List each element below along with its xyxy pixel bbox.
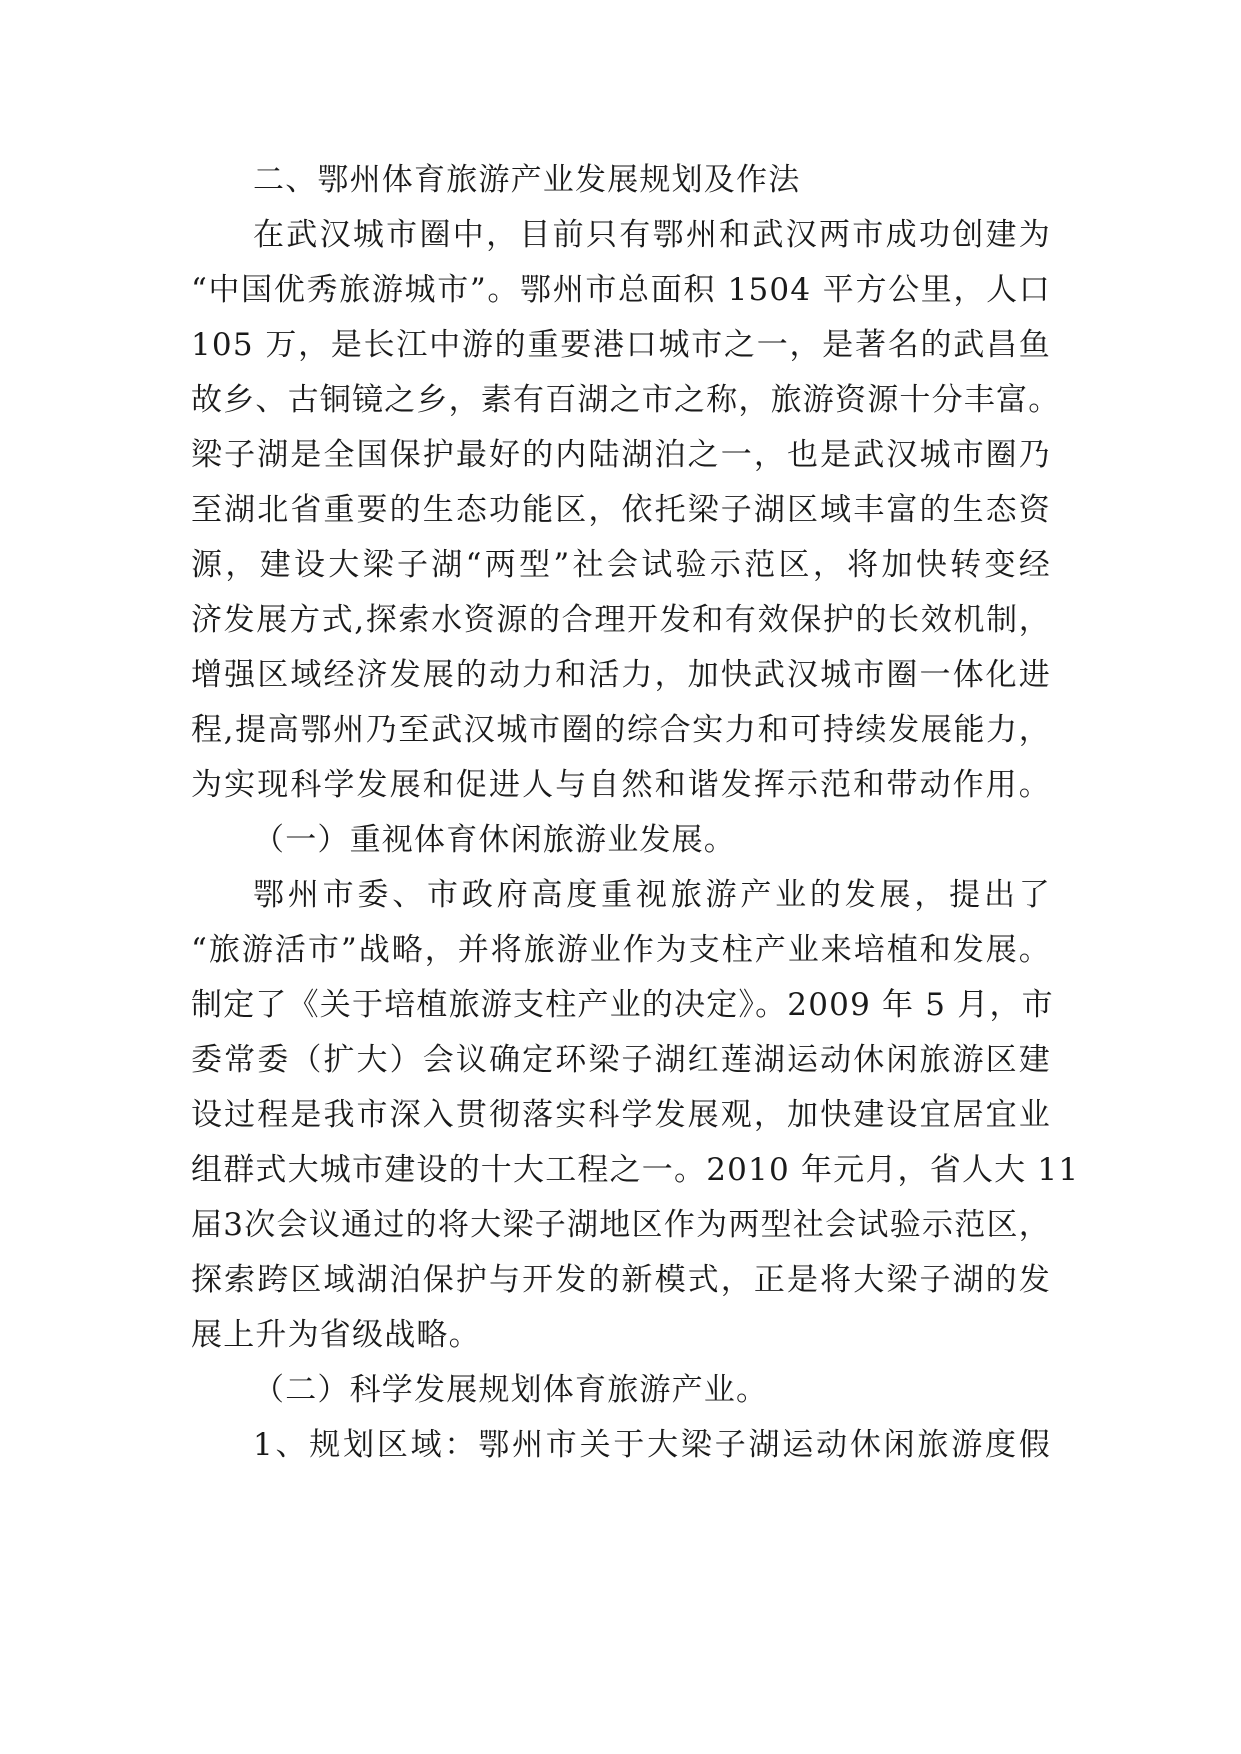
paragraph-line: 至湖北省重要的生态功能区，依托梁子湖区域丰富的生态资 bbox=[191, 492, 1051, 528]
paragraph-line: 探索跨区域湖泊保护与开发的新模式，正是将大梁子湖的发 bbox=[191, 1262, 1051, 1298]
paragraph-line: “旅游活市”战略，并将旅游业作为支柱产业来培植和发展。 bbox=[191, 932, 1051, 968]
paragraph-line: 展上升为省级战略。 bbox=[191, 1317, 481, 1353]
subsection-heading: （一）重视体育休闲旅游业发展。 bbox=[253, 822, 736, 858]
paragraph-line: 届3次会议通过的将大梁子湖地区作为两型社会试验示范区， bbox=[191, 1207, 1051, 1243]
paragraph-line: 委常委（扩大）会议确定环梁子湖红莲湖运动休闲旅游区建 bbox=[191, 1042, 1051, 1078]
paragraph-line: 在武汉城市圈中，目前只有鄂州和武汉两市成功创建为 bbox=[253, 217, 1051, 253]
paragraph-line: 梁子湖是全国保护最好的内陆湖泊之一，也是武汉城市圈乃 bbox=[191, 437, 1051, 473]
paragraph-line: 组群式大城市建设的十大工程之一。2010 年元月，省人大 11 bbox=[191, 1152, 1080, 1188]
paragraph-line: 鄂州市委、市政府高度重视旅游产业的发展，提出了 bbox=[253, 877, 1051, 913]
paragraph-line: 制定了《关于培植旅游支柱产业的决定》。2009 年 5 月，市 bbox=[191, 987, 1054, 1023]
paragraph-line: 1、规划区域：鄂州市关于大梁子湖运动休闲旅游度假 bbox=[253, 1427, 1051, 1463]
paragraph-line: 增强区域经济发展的动力和活力，加快武汉城市圈一体化进 bbox=[191, 657, 1051, 693]
paragraph-line: 源，建设大梁子湖“两型”社会试验示范区，将加快转变经 bbox=[191, 547, 1051, 583]
paragraph-line: 故乡、古铜镜之乡，素有百湖之市之称，旅游资源十分丰富。 bbox=[191, 382, 1061, 418]
paragraph-line: 为实现科学发展和促进人与自然和谐发挥示范和带动作用。 bbox=[191, 767, 1051, 803]
paragraph-line: 程,提高鄂州乃至武汉城市圈的综合实力和可持续发展能力， bbox=[191, 712, 1051, 748]
paragraph-line: 设过程是我市深入贯彻落实科学发展观，加快建设宜居宜业 bbox=[191, 1097, 1051, 1133]
paragraph-line: 105 万，是长江中游的重要港口城市之一，是著名的武昌鱼 bbox=[191, 327, 1051, 363]
section-heading: 二、鄂州体育旅游产业发展规划及作法 bbox=[253, 162, 801, 198]
subsection-heading: （二）科学发展规划体育旅游产业。 bbox=[253, 1372, 769, 1408]
paragraph-line: “中国优秀旅游城市”。鄂州市总面积 1504 平方公里，人口 bbox=[191, 272, 1051, 308]
paragraph-line: 济发展方式,探索水资源的合理开发和有效保护的长效机制， bbox=[191, 602, 1051, 638]
